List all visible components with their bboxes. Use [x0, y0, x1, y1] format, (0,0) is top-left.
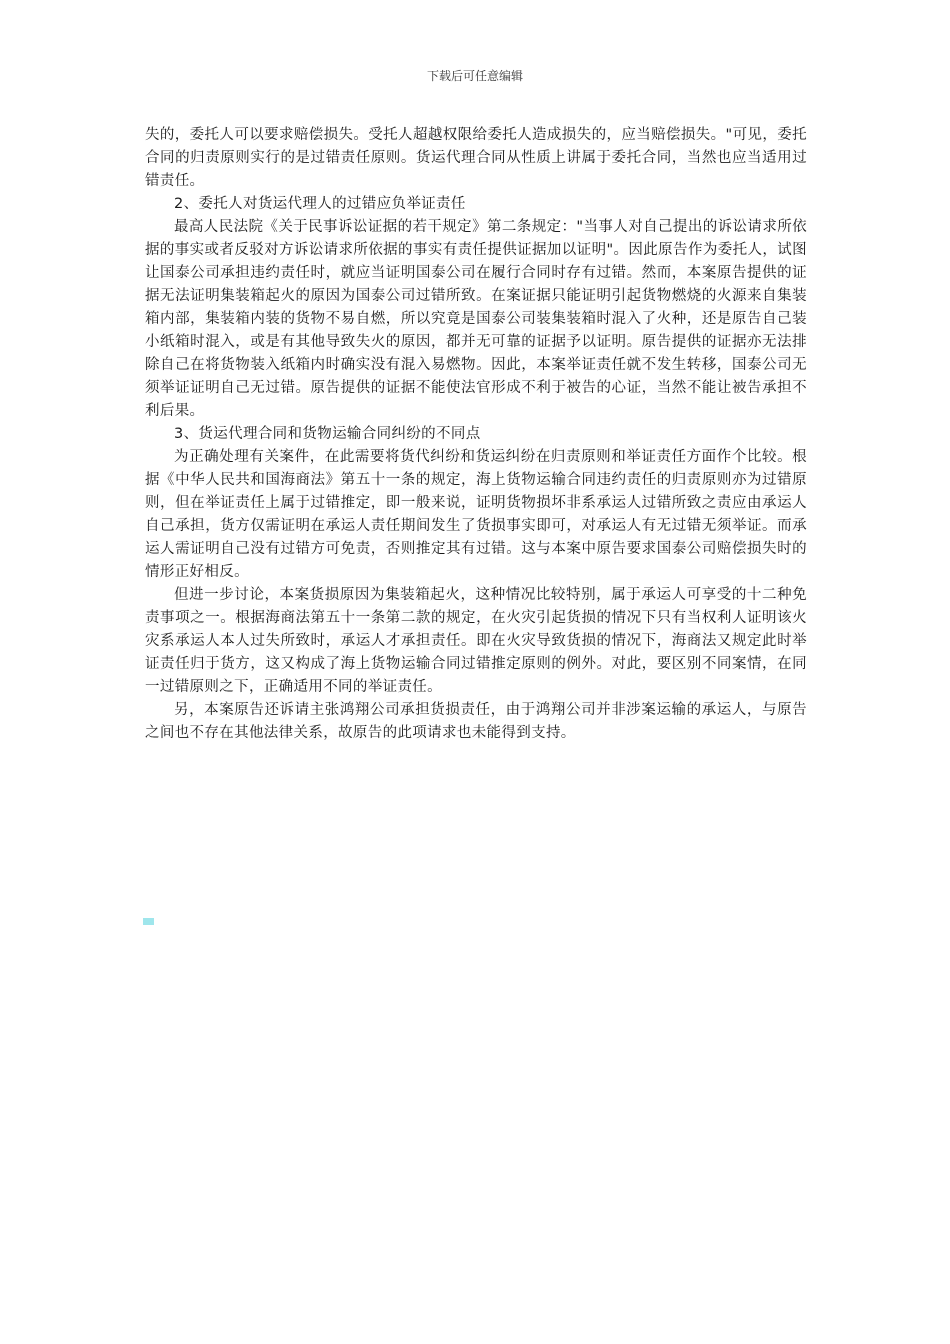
paragraph-continuation: 失的，委托人可以要求赔偿损失。受托人超越权限给委托人造成损失的，应当赔偿损失。"可见，委托合同的归责原则实行的是过错责任原则。货运代理合同从性质上讲属于委托合同，当然也应当适用过错责任。: [145, 127, 807, 189]
document-body: [145, 124, 807, 745]
page-header: 下载后可任意编辑: [426, 69, 523, 83]
paragraph-comparison: 为正确处理有关案件，在此需要将货代纠纷和货运纠纷在归责原则和举证责任方面作个比较。根据《中华人民共和国海商法》第五十一条的规定，海上货物运输合同违约责任的归责原则亦为过错原则，但在举证责任上属于过错推定，即一般来说，证明货物损坏非系承运人过错所致之责应由承运人自己承担，货方仅需证明在承运人责任期间发生了货损事实即可，对承运人有无过错无须举证。而承运人需证明自己没有过错方可免责，否则推定其有过错。这与本案中原告要求国泰公司赔偿损失时的情形正好相反。: [145, 449, 807, 580]
section-heading-2: 2、委托人对货运代理人的过错应负举证责任: [174, 196, 466, 212]
paragraph-burden-of-proof: 最高人民法院《关于民事诉讼证据的若干规定》第二条规定："当事人对自己提出的诉讼请求所依据的事实或者反驳对方诉讼请求所依据的事实有责任提供证据加以证明"。因此原告作为委托人，试图让国泰公司承担违约责任时，就应当证明国泰公司在履行合同时存有过错。然而，本案原告提供的证据无法证明集装箱起火的原因为国泰公司过错所致。在案证据只能证明引起货物燃烧的火源来自集装箱内部，集装箱内装的货物不易自燃，所以究竟是国泰公司装集装箱时混入了火种，还是原告自己装小纸箱时混入，或是有其他导致失火的原因，都并无可靠的证据予以证明。原告提供的证据亦无法排除自己在将货物装入纸箱内时确实没有混入易燃物。因此，本案举证责任就不发生转移，国泰公司无须举证证明自己无过错。原告提供的证据不能使法官形成不利于被告的心证，当然不能让被告承担不利后果。: [145, 219, 807, 419]
section-heading-3: 3、货运代理合同和货物运输合同纠纷的不同点: [174, 426, 481, 442]
paragraph-hongxiang: 另，本案原告还诉请主张鸿翔公司承担货损责任，由于鸿翔公司并非涉案运输的承运人，与原告之间也不存在其他法律关系，故原告的此项请求也未能得到支持。: [145, 702, 807, 741]
decorative-marker: [143, 918, 154, 925]
paragraph-fire-exception: 但进一步讨论，本案货损原因为集装箱起火，这种情况比较特别，属于承运人可享受的十二种免责事项之一。根据海商法第五十一条第二款的规定，在火灾引起货损的情况下只有当权利人证明该火灾系承运人本人过失所致时，承运人才承担责任。即在火灾导致货损的情况下，海商法又规定此时举证责任归于货方，这又构成了海上货物运输合同过错推定原则的例外。对此，要区别不同案情，在同一过错原则之下，正确适用不同的举证责任。: [145, 587, 807, 695]
